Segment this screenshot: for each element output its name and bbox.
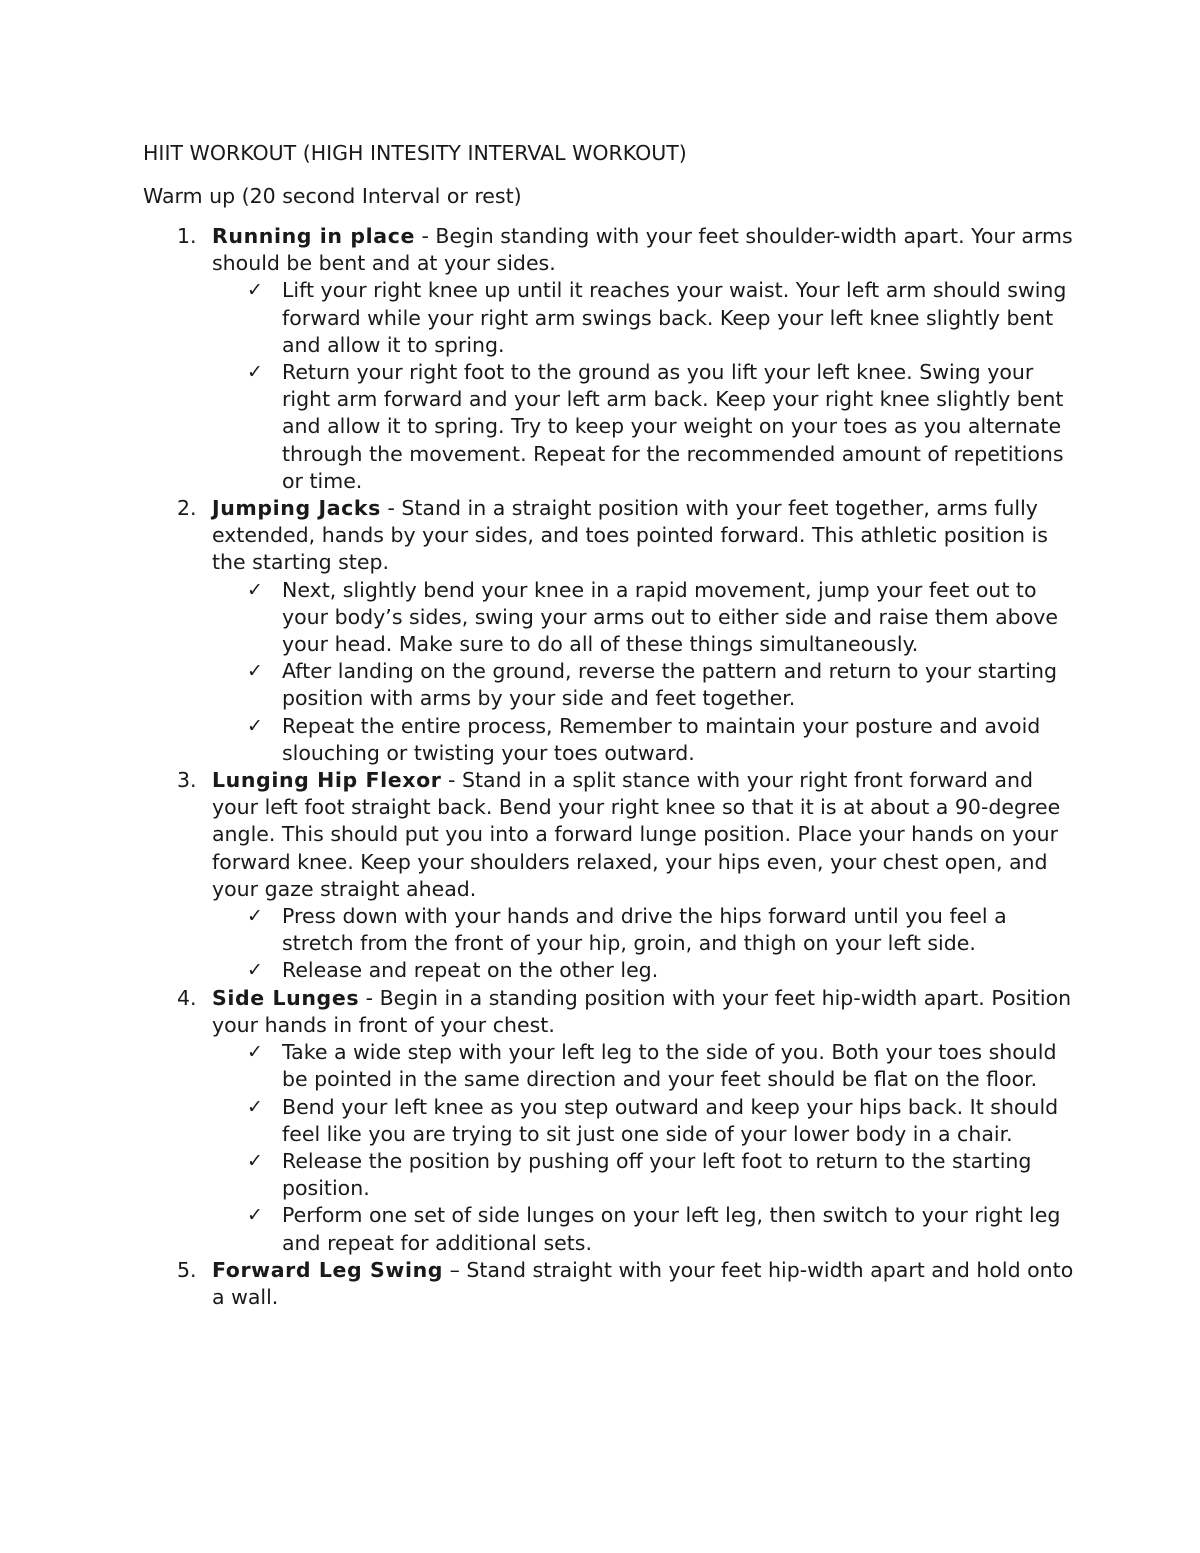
- exercise-name: Side Lunges: [212, 985, 360, 1010]
- checkmark-icon: ✓: [247, 578, 263, 601]
- checkmark-icon: ✓: [247, 1041, 263, 1064]
- exercise-description: Stand in a straight position with your feet together, arms fully extended, hands by your sides, and toes pointed forward. This athletic position is the starting step.: [212, 496, 1048, 575]
- step-text: Perform one set of side lunges on your left leg, then switch to your right leg and repeat for additional sets.: [282, 1203, 1061, 1255]
- step-list: [212, 903, 1083, 985]
- step-item: [212, 1202, 1083, 1256]
- step-text: Release and repeat on the other leg.: [282, 958, 659, 983]
- step-item: [212, 713, 1083, 767]
- exercise-number: 2.: [177, 496, 197, 521]
- step-list: [212, 277, 1083, 495]
- exercise-item: [143, 495, 1083, 767]
- exercise-separator: -: [414, 224, 436, 248]
- checkmark-icon: ✓: [247, 1204, 263, 1227]
- step-item: [212, 359, 1083, 495]
- checkmark-icon: ✓: [247, 1095, 263, 1118]
- step-text: Lift your right knee up until it reaches your waist. Your left arm should swing forward while your right arm swings back. Keep your left knee slightly bent and allow it to spring.: [282, 278, 1067, 357]
- checkmark-icon: ✓: [247, 361, 263, 384]
- exercise-number: 4.: [177, 985, 197, 1010]
- exercise-item: [143, 223, 1083, 495]
- exercise-description: Begin standing with your feet shoulder-width apart. Your arms should be bent and at your sides.: [212, 224, 1073, 276]
- step-text: Release the position by pushing off your left foot to return to the starting position.: [282, 1148, 1032, 1201]
- step-item: [212, 1148, 1083, 1202]
- checkmark-icon: ✓: [247, 959, 263, 982]
- step-text: After landing on the ground, reverse the pattern and return to your starting position with arms by your side and feet together.: [282, 659, 1058, 711]
- exercise-separator: -: [441, 768, 462, 793]
- step-text: Repeat the entire process, Remember to maintain your posture and avoid slouching or twisting your toes outward.: [282, 713, 1041, 765]
- warm-up-intro: Warm up (20 second Interval or rest): [143, 184, 522, 208]
- exercise-name: Running in place: [212, 224, 415, 248]
- exercise-number: 3.: [177, 768, 197, 793]
- step-text: Take a wide step with your left leg to the side of you. Both your toes should be pointed in the same direction and your feet should be flat on the floor.: [282, 1040, 1057, 1092]
- exercise-description: Begin in a standing position with your feet hip-width apart. Position your hands in front of your chest.: [212, 985, 1072, 1037]
- step-text: Return your right foot to the ground as you lift your left knee. Swing your right arm forward and your left arm back. Keep your right knee slightly bent and allow it to spring. Try to keep your weight on your toes as you alternate through the movement. Repeat for the recommended amount of repetitions or time.: [282, 360, 1064, 493]
- exercise-name: Jumping Jacks: [212, 496, 381, 521]
- exercise-separator: –: [443, 1257, 467, 1282]
- exercise-description: Stand straight with your feet hip-width apart and hold onto a wall.: [212, 1257, 1074, 1309]
- exercise-separator: -: [380, 496, 402, 521]
- exercise-description: Stand in a split stance with your right front forward and your left foot straight back. Bend your right knee so that it is at about a 90-degree angle. This should put you into a forward lunge position. Place your hands on your forward knee. Keep your shoulders relaxed, your hips even, your chest open, and your gaze straight ahead.: [212, 768, 1061, 901]
- step-item: [212, 1094, 1083, 1148]
- step-item: [212, 903, 1083, 957]
- step-list: [212, 577, 1083, 767]
- exercise-item: [143, 985, 1083, 1257]
- exercise-item: [143, 1257, 1083, 1311]
- exercise-number: 5.: [177, 1257, 197, 1282]
- step-text: Bend your left knee as you step outward and keep your hips back. It should feel like you are trying to sit just one side of your lower body in a chair.: [282, 1094, 1059, 1146]
- step-text: Next, slightly bend your knee in a rapid movement, jump your feet out to your body’s sides, swing your arms out to either side and raise them above your head. Make sure to do all of these things simultaneously.: [282, 577, 1058, 657]
- step-text: Press down with your hands and drive the hips forward until you feel a stretch from the front of your hip, groin, and thigh on your left side.: [282, 904, 1007, 956]
- step-list: [212, 1039, 1083, 1257]
- exercise-name: Forward Leg Swing: [212, 1257, 444, 1282]
- step-item: [212, 277, 1083, 359]
- checkmark-icon: ✓: [247, 1149, 263, 1172]
- checkmark-icon: ✓: [247, 279, 263, 302]
- checkmark-icon: ✓: [247, 660, 263, 683]
- exercise-list: [143, 223, 1083, 1311]
- document-page: [143, 138, 1083, 1311]
- step-item: [212, 957, 1083, 984]
- exercise-item: [143, 767, 1083, 985]
- step-item: [212, 658, 1083, 712]
- exercise-name: Lunging Hip Flexor: [212, 768, 442, 793]
- checkmark-icon: ✓: [247, 905, 263, 928]
- step-item: [212, 1039, 1083, 1093]
- exercise-separator: -: [359, 985, 380, 1010]
- document-title: HIIT WORKOUT (HIGH INTESITY INTERVAL WORKOUT): [143, 141, 687, 165]
- exercise-number: 1.: [177, 224, 197, 248]
- checkmark-icon: ✓: [247, 714, 263, 737]
- step-item: [212, 577, 1083, 659]
